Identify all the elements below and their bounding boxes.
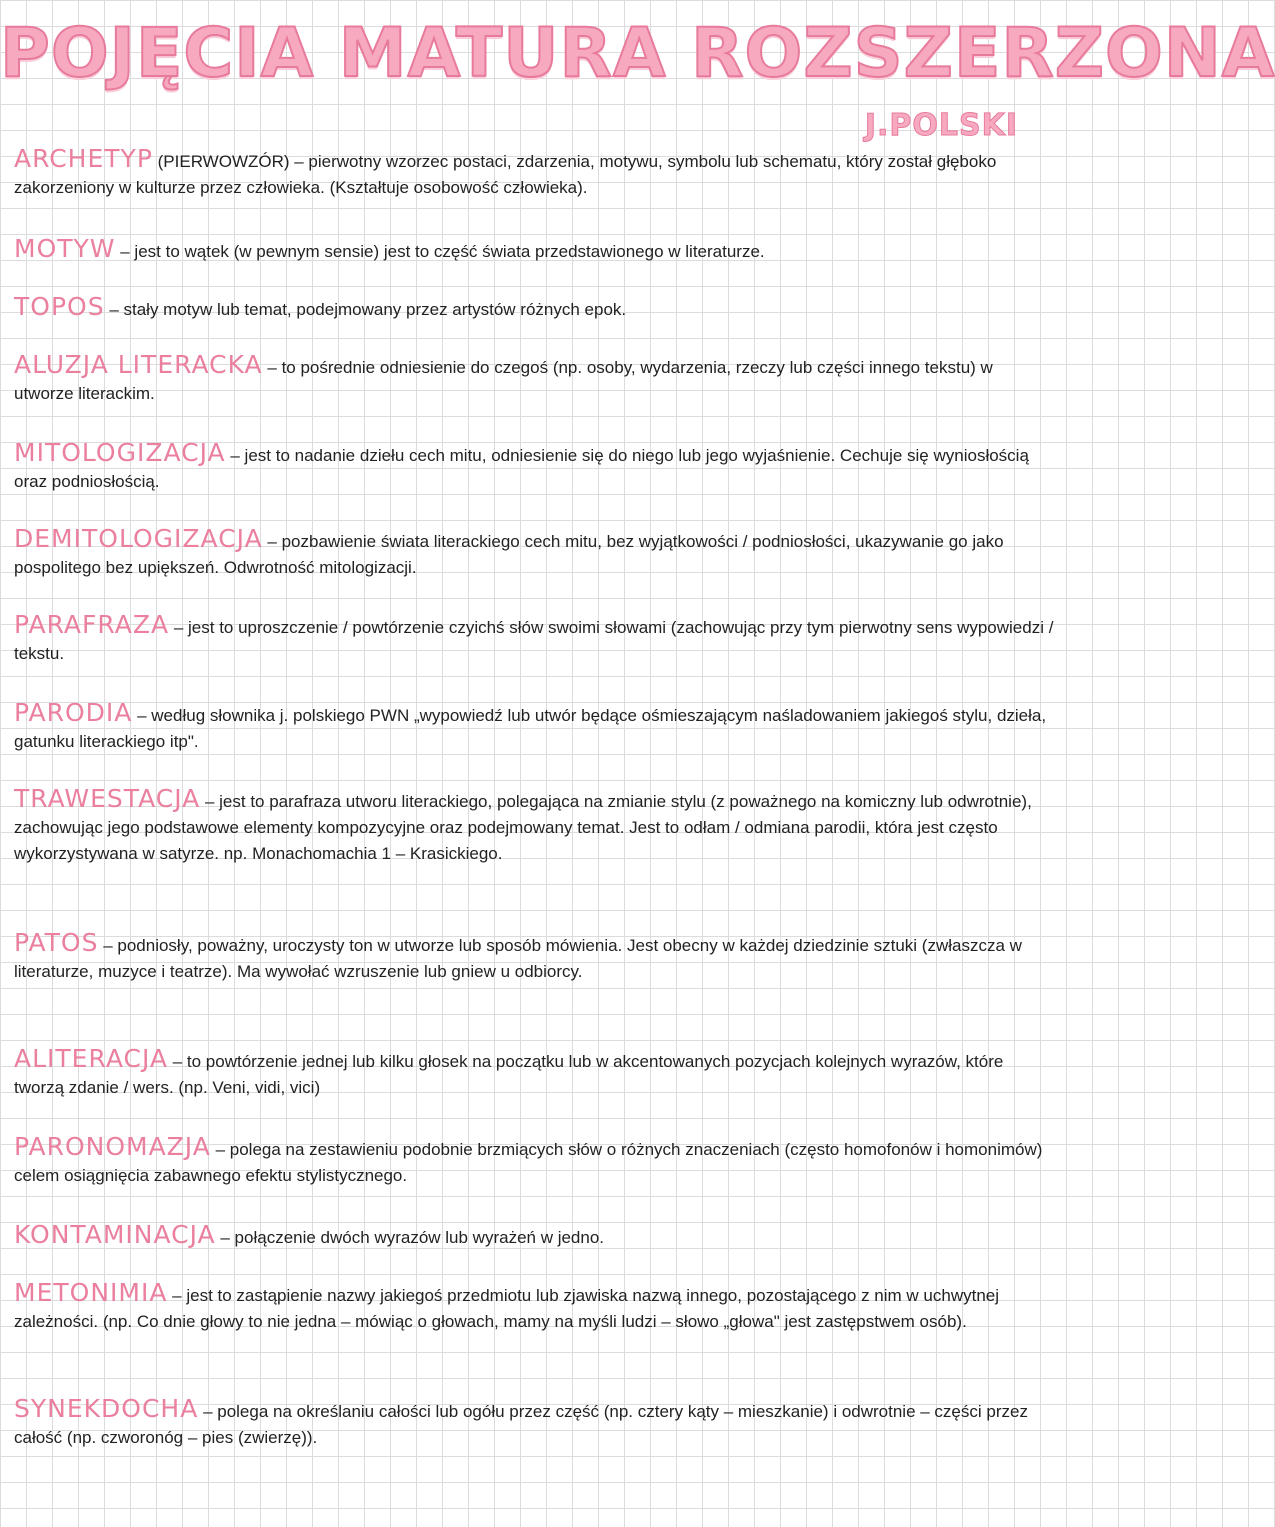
glossary-entry — [14, 236, 1054, 265]
term-synekdocha: SYNEKDOCHA — [14, 1394, 199, 1423]
glossary-entry — [14, 930, 1054, 985]
term-trawestacja: TRAWESTACJA — [14, 784, 201, 813]
term-aluzja-literacka: ALUZJA LITERACKA — [14, 350, 263, 379]
glossary-entry — [14, 1134, 1054, 1189]
definition-demitologizacja: – pozbawienie świata literackiego cech mitu, bez wyjątkowości / podniosłości, ukazywanie go jako pospolitego bez upiększeń. Odwrotność mitologizacji. — [14, 532, 1004, 577]
glossary-entry — [14, 612, 1054, 667]
term-aliteracja: ALITERACJA — [14, 1044, 168, 1073]
glossary-entry — [14, 1222, 1054, 1251]
term-parodia: PARODIA — [14, 698, 133, 727]
glossary-entry — [14, 1396, 1054, 1451]
definition-mitologizacja: – jest to nadanie dziełu cech mitu, odniesienie się do niego lub jego wyjaśnienie. Cechuje się wyniosłością oraz podniosłością. — [14, 446, 1029, 491]
definition-archetyp: (PIERWOWZÓR) – pierwotny wzorzec postaci, zdarzenia, motywu, symbolu lub schematu, który został głęboko zakorzeniony w kulturze przez człowieka. (Kształtuje osobowość człowieka). — [14, 152, 997, 197]
glossary-entry — [14, 526, 1054, 581]
term-archetyp: ARCHETYP — [14, 144, 153, 173]
term-motyw: MOTYW — [14, 234, 116, 263]
definition-aluzja-literacka: – to pośrednie odniesienie do czegoś (np. osoby, wydarzenia, rzeczy lub części innego tekstu) w utworze literackim. — [14, 358, 993, 403]
definition-synekdocha: – polega na określaniu całości lub ogółu przez część (np. cztery kąty – mieszkanie) i odwrotnie – części przez całość (np. czworonóg – pies (zwierzę)). — [14, 1402, 1028, 1447]
definition-trawestacja: – jest to parafraza utworu literackiego, polegająca na zmianie stylu (z poważnego na komiczny lub odwrotnie), zachowując jego podstawowe elementy kompozycyjne oraz podejmowany temat. Jest to odłam / odmiana parodii, która jest często wykorzystywana w satyrze. np. Monachomachia 1 – Krasickiego. — [14, 792, 1032, 863]
term-paronomazja: PARONOMAZJA — [14, 1132, 211, 1161]
glossary-entry — [14, 786, 1054, 867]
term-metonimia: METONIMIA — [14, 1278, 168, 1307]
definition-patos: – podniosły, poważny, uroczysty ton w utworze lub sposób mówienia. Jest obecny w każdej dziedzinie sztuki (zwłaszcza w literaturze, muzyce i teatrze). Ma wywołać wzruszenie lub gniew u odbiorcy. — [14, 936, 1022, 981]
term-patos: PATOS — [14, 928, 99, 957]
term-kontaminacja: KONTAMINACJA — [14, 1220, 216, 1249]
definition-parodia: – według słownika j. polskiego PWN „wypowiedź lub utwór będące ośmieszającym naśladowaniem jakiegoś stylu, dzieła, gatunku literackiego itp". — [14, 706, 1047, 751]
term-topos: TOPOS — [14, 292, 105, 321]
page-subtitle: J.POLSKI — [864, 108, 1018, 143]
glossary-entry — [14, 352, 1054, 407]
definition-kontaminacja: – połączenie dwóch wyrazów lub wyrażeń w jedno. — [220, 1228, 605, 1247]
glossary-entry — [14, 146, 1054, 201]
term-demitologizacja: DEMITOLOGIZACJA — [14, 524, 263, 553]
glossary-entry — [14, 1280, 1054, 1335]
glossary-entry — [14, 1046, 1054, 1101]
definition-parafraza: – jest to uproszczenie / powtórzenie czyichś słów swoimi słowami (zachowując przy tym pierwotny sens wypowiedzi / tekstu. — [14, 618, 1054, 663]
definition-aliteracja: – to powtórzenie jednej lub kilku głosek na początku lub w akcentowanych pozycjach kolejnych wyrazów, które tworzą zdanie / wers. (np. Veni, vidi, vici) — [14, 1052, 1004, 1097]
definition-metonimia: – jest to zastąpienie nazwy jakiegoś przedmiotu lub zjawiska nazwą innego, pozostającego z nim w uchwytnej zależności. (np. Co dnie głowy to nie jedna – mówiąc o głowach, mamy na myśli ludzi – słowo „głowa" jest zastępstwem osób). — [14, 1286, 1000, 1331]
term-mitologizacja: MITOLOGIZACJA — [14, 438, 226, 467]
definition-topos: – stały motyw lub temat, podejmowany przez artystów różnych epok. — [109, 300, 627, 319]
term-parafraza: PARAFRAZA — [14, 610, 170, 639]
glossary-entry — [14, 294, 1054, 323]
page-title: POJĘCIA MATURA ROZSZERZONA — [0, 14, 1275, 93]
definition-motyw: – jest to wątek (w pewnym sensie) jest to część świata przedstawionego w literaturze. — [120, 242, 765, 261]
glossary-entry — [14, 440, 1054, 495]
definition-paronomazja: – polega na zestawieniu podobnie brzmiących słów o różnych znaczeniach (często homofonów i homonimów) celem osiągnięcia zabawnego efektu stylistycznego. — [14, 1140, 1043, 1185]
glossary-entry — [14, 700, 1054, 755]
